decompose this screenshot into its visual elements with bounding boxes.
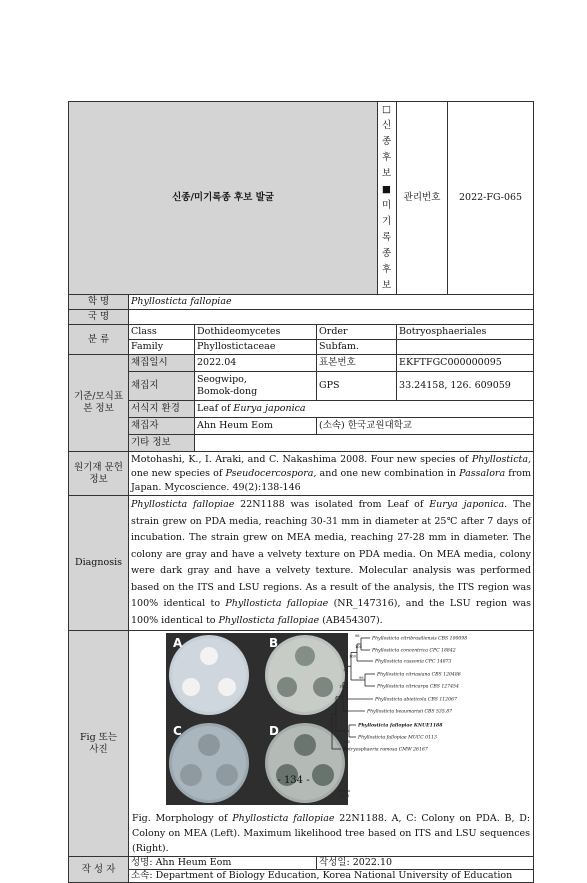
panel-label-c: C	[173, 724, 182, 738]
order-value: Botryosphaeriales	[397, 325, 534, 340]
figure-label-line2: 사진	[89, 743, 108, 755]
subfamily-value	[397, 340, 534, 355]
collection-date-value: 2022.04	[195, 355, 317, 372]
tree-taxon-label: Phyllosticta beaumarisii CBS 535.87	[367, 709, 453, 715]
tree-taxon-label: Phyllosticta fallopiae MUCC 0113	[358, 735, 437, 741]
bootstrap-value: 100	[355, 645, 362, 649]
specimen-label-line1: 기준/모식표	[73, 391, 124, 402]
author-label: 작 성 자	[69, 857, 129, 883]
figure-cell	[129, 631, 534, 857]
class-label: Class	[129, 325, 195, 340]
other-info-label: 기타 정보	[129, 435, 195, 452]
collection-site-value	[195, 372, 317, 401]
bootstrap-value: 100	[349, 654, 356, 659]
form-title: 신종/미기록종 후보 발굴	[69, 102, 378, 295]
reference-label-line2: 정보	[89, 473, 108, 485]
original-reference-label	[69, 452, 129, 496]
site-line1: Seogwipo,	[197, 374, 247, 385]
tree-taxon-label: Phyllosticta citribrasiliensis CBS 100098	[372, 636, 468, 642]
original-reference-text: Motohashi, K., I. Araki, and C. Nakashima 2008. Four new species of Phyllosticta, one new species of Pseudocercospora, and one new combination in Passalora from Japan. Mycoscience. 49(2):138-146	[129, 452, 534, 496]
scientific-name-value: Phyllosticta fallopiae	[129, 295, 534, 310]
scale-bar-label: 0.020	[339, 794, 350, 798]
reference-label-line1: 원기재 문헌	[74, 461, 123, 473]
author-name: 성명: Ahn Heum Eom	[129, 857, 317, 870]
specimen-number-value: EKFTFGC000000095	[397, 355, 534, 372]
bootstrap-value: 100	[343, 740, 350, 744]
family-label: Family	[129, 340, 195, 355]
collector-label: 채집자	[129, 418, 195, 435]
management-number-label: 관리번호	[397, 102, 448, 295]
subfamily-label: Subfam.	[317, 340, 397, 355]
tree-taxon-label: Phyllosticta abieticola CBS 112067	[375, 697, 457, 703]
gps-label: GPS	[317, 372, 397, 401]
tree-taxon-label: Phyllosticta citriasiana CBS 120486	[377, 672, 461, 678]
species-form-table	[68, 101, 534, 883]
korean-name-label: 국 명	[69, 310, 129, 325]
bootstrap-value: 99	[359, 676, 364, 680]
specimen-number-label: 표본번호	[317, 355, 397, 372]
specimen-info-label	[69, 355, 129, 452]
korean-name-value	[129, 310, 534, 325]
habitat-species: Eurya japonica	[233, 403, 306, 414]
tree-labels	[339, 634, 467, 798]
figure-label	[69, 631, 129, 857]
family-value: Phyllostictaceae	[195, 340, 317, 355]
author-date: 작성일: 2022.10	[317, 857, 534, 870]
tree-taxon-label: Phyllosticta concentrica CPC 18842	[372, 648, 456, 654]
figure-label-line1: Fig 또는	[79, 731, 118, 743]
plate-d	[265, 723, 345, 803]
page-number: - 134 -	[277, 775, 310, 786]
tree-taxon-label: Phyllosticta fallopiae KNUE1188	[358, 723, 443, 729]
management-number-value: 2022-FG-065	[448, 102, 534, 295]
author-affiliation: 소속: Department of Biology Education, Korea National University of Education	[129, 870, 534, 883]
tree-taxon-label: Phyllosticta citricarpa CBS 127454	[377, 684, 459, 690]
class-value: Dothideomycetes	[195, 325, 317, 340]
new-species-option: □ 신종 후보	[382, 104, 392, 179]
plate-a	[169, 635, 249, 715]
plate-c	[169, 723, 249, 803]
panel-label-b: B	[269, 636, 279, 650]
classification-label: 분 류	[69, 325, 129, 355]
plate-b	[265, 635, 345, 715]
collector-affiliation: (소속) 한국교원대학교	[317, 418, 534, 435]
order-label: Order	[317, 325, 397, 340]
site-line2: Bomok-dong	[197, 386, 258, 397]
habitat-value	[195, 401, 534, 418]
bootstrap-value: 100	[339, 684, 346, 689]
specimen-label-line2: 본 정보	[83, 403, 114, 414]
unrecorded-species-option: ■ 미기록종 후보	[382, 184, 392, 291]
gps-value: 33.24158, 126. 609059	[397, 372, 534, 401]
figure-caption: Fig. Morphology of Phyllosticta fallopiae 22N1188. A, C: Colony on PDA. B, D: Colony on MEA (Left). Maximum likelihood tree based on ITS and LSU sequences (Right).	[132, 813, 531, 854]
habitat-prefix: Leaf of	[197, 403, 234, 414]
scientific-name-label: 학 명	[69, 295, 129, 310]
panel-label-a: A	[173, 636, 183, 650]
tree-taxon-label: Botryosphaeria ramosa CMW 26167	[343, 747, 428, 753]
diagnosis-label: Diagnosis	[69, 496, 129, 631]
habitat-label: 서식지 환경	[129, 401, 195, 418]
collection-site-label: 채집지	[129, 372, 195, 401]
collector-value: Ahn Heum Eom	[195, 418, 317, 435]
candidate-options	[378, 102, 397, 295]
tree-taxon-label: Phyllosticta cussonia CPC 14873	[375, 659, 452, 665]
bootstrap-value: 72	[343, 668, 348, 673]
collection-date-label: 채집일시	[129, 355, 195, 372]
other-info-value	[195, 435, 534, 452]
panel-label-d: D	[269, 724, 279, 738]
diagnosis-text: Phyllosticta fallopiae 22N1188 was isolated from Leaf of Eurya japonica. The strain grew on PDA media, reaching 30-31 mm in diameter at 25℃ after 7 days of incubation. The strain grew on MEA media, reaching 27-28 mm in diameter. The colony are gray and have a velvety texture on PDA media. On MEA media, colony were dark gray and have a velvety texture. Molecular analysis was performed based on the ITS and LSU regions. As a result of the analysis, the ITS region was 100% identical to Phyllosticta fallopiae (NR_147316), and the LSU region was 100% identical to Phyllosticta fallopiae (AB454307).	[129, 496, 534, 631]
bootstrap-value: 98	[355, 634, 360, 638]
